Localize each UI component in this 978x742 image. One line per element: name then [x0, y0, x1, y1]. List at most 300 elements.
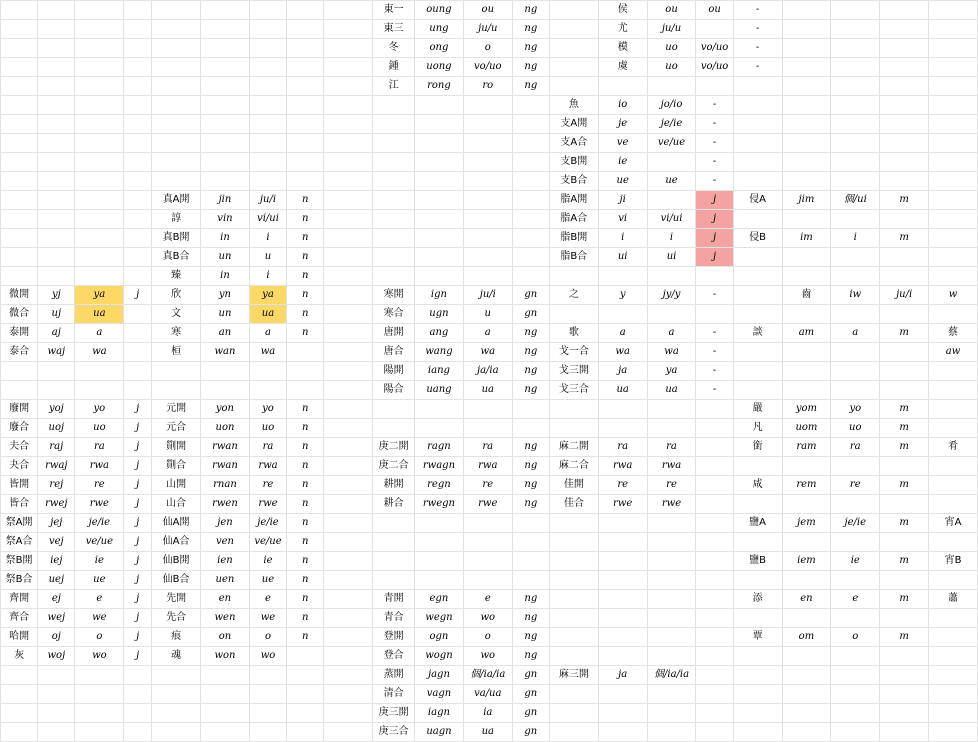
transcription-cell[interactable]: ie — [249, 552, 286, 571]
empty-cell[interactable] — [324, 1, 373, 20]
empty-cell[interactable] — [415, 115, 464, 134]
transcription-cell[interactable]: ju/u — [647, 20, 696, 39]
empty-cell[interactable] — [733, 533, 782, 552]
empty-cell[interactable] — [647, 628, 696, 647]
empty-cell[interactable] — [929, 267, 978, 286]
rime-name-cell[interactable]: 江 — [373, 77, 415, 96]
empty-cell[interactable] — [75, 77, 124, 96]
transcription-cell[interactable]: ng — [512, 1, 549, 20]
empty-cell[interactable] — [647, 590, 696, 609]
empty-cell[interactable] — [201, 20, 250, 39]
transcription-cell[interactable]: ung — [415, 20, 464, 39]
empty-cell[interactable] — [249, 381, 286, 400]
transcription-cell[interactable]: rwe — [75, 495, 124, 514]
empty-cell[interactable] — [1, 666, 38, 685]
transcription-cell[interactable]: oung — [415, 1, 464, 20]
transcription-cell[interactable]: uagn — [415, 723, 464, 742]
empty-cell[interactable] — [249, 362, 286, 381]
transcription-cell[interactable]: ua — [75, 305, 124, 324]
transcription-cell[interactable]: re — [249, 476, 286, 495]
rime-name-cell[interactable]: 蔡 — [929, 324, 978, 343]
empty-cell[interactable] — [324, 476, 373, 495]
empty-cell[interactable] — [75, 666, 124, 685]
coda-cell[interactable]: - — [696, 362, 733, 381]
transcription-cell[interactable]: wa — [647, 343, 696, 362]
empty-cell[interactable] — [75, 381, 124, 400]
empty-cell[interactable] — [75, 58, 124, 77]
empty-cell[interactable] — [598, 77, 647, 96]
empty-cell[interactable] — [549, 704, 598, 723]
empty-cell[interactable] — [373, 419, 415, 438]
empty-cell[interactable] — [880, 609, 929, 628]
transcription-cell[interactable]: m — [880, 191, 929, 210]
rime-name-cell[interactable]: 佳合 — [549, 495, 598, 514]
empty-cell[interactable] — [733, 115, 782, 134]
rime-name-cell[interactable]: 模 — [598, 39, 647, 58]
empty-cell[interactable] — [287, 704, 324, 723]
empty-cell[interactable] — [782, 267, 831, 286]
rime-name-cell[interactable]: 麻二合 — [549, 457, 598, 476]
transcription-cell[interactable]: va/ua — [463, 685, 512, 704]
empty-cell[interactable] — [831, 685, 880, 704]
empty-cell[interactable] — [38, 229, 75, 248]
empty-cell[interactable] — [733, 362, 782, 381]
empty-cell[interactable] — [324, 115, 373, 134]
empty-cell[interactable] — [201, 723, 250, 742]
empty-cell[interactable] — [831, 457, 880, 476]
empty-cell[interactable] — [287, 647, 324, 666]
empty-cell[interactable] — [831, 723, 880, 742]
empty-cell[interactable] — [324, 362, 373, 381]
empty-cell[interactable] — [38, 96, 75, 115]
empty-cell[interactable] — [1, 58, 38, 77]
empty-cell[interactable] — [696, 495, 733, 514]
empty-cell[interactable] — [373, 153, 415, 172]
transcription-cell[interactable]: n — [287, 210, 324, 229]
rime-name-cell[interactable]: 夬合 — [1, 457, 38, 476]
empty-cell[interactable] — [75, 39, 124, 58]
transcription-cell[interactable]: j — [124, 400, 152, 419]
transcription-cell[interactable]: aj — [38, 324, 75, 343]
empty-cell[interactable] — [201, 666, 250, 685]
transcription-cell[interactable]: j — [124, 476, 152, 495]
empty-cell[interactable] — [880, 58, 929, 77]
rime-name-cell[interactable]: 肴 — [929, 438, 978, 457]
empty-cell[interactable] — [373, 115, 415, 134]
rime-name-cell[interactable]: 魚 — [549, 96, 598, 115]
empty-cell[interactable] — [324, 514, 373, 533]
empty-cell[interactable] — [324, 96, 373, 115]
rime-name-cell[interactable]: 祭B開 — [1, 552, 38, 571]
rime-name-cell[interactable]: 佳開 — [549, 476, 598, 495]
empty-cell[interactable] — [782, 571, 831, 590]
empty-cell[interactable] — [512, 514, 549, 533]
empty-cell[interactable] — [373, 514, 415, 533]
empty-cell[interactable] — [38, 248, 75, 267]
empty-cell[interactable] — [782, 39, 831, 58]
empty-cell[interactable] — [415, 248, 464, 267]
transcription-cell[interactable]: yo — [75, 400, 124, 419]
rime-name-cell[interactable]: 侵A — [733, 191, 782, 210]
transcription-cell[interactable]: wa — [598, 343, 647, 362]
transcription-cell[interactable]: j — [124, 514, 152, 533]
empty-cell[interactable] — [324, 419, 373, 438]
rime-name-cell[interactable]: 東一 — [373, 1, 415, 20]
transcription-cell[interactable]: oj — [38, 628, 75, 647]
empty-cell[interactable] — [463, 533, 512, 552]
empty-cell[interactable] — [831, 134, 880, 153]
rime-name-cell[interactable]: 談 — [733, 324, 782, 343]
empty-cell[interactable] — [733, 96, 782, 115]
empty-cell[interactable] — [38, 704, 75, 723]
empty-cell[interactable] — [647, 267, 696, 286]
empty-cell[interactable] — [124, 20, 152, 39]
empty-cell[interactable] — [373, 229, 415, 248]
transcription-cell[interactable]: uo — [647, 58, 696, 77]
empty-cell[interactable] — [324, 267, 373, 286]
transcription-cell[interactable]: won — [201, 647, 250, 666]
empty-cell[interactable] — [929, 134, 978, 153]
empty-cell[interactable] — [929, 704, 978, 723]
transcription-cell[interactable]: ien — [201, 552, 250, 571]
transcription-cell[interactable]: rwe — [463, 495, 512, 514]
transcription-cell[interactable]: om — [782, 628, 831, 647]
transcription-cell[interactable]: uang — [415, 381, 464, 400]
transcription-cell[interactable]: a — [831, 324, 880, 343]
rime-name-cell[interactable]: 青合 — [373, 609, 415, 628]
empty-cell[interactable] — [324, 647, 373, 666]
empty-cell[interactable] — [696, 514, 733, 533]
transcription-cell[interactable]: j — [124, 590, 152, 609]
empty-cell[interactable] — [929, 77, 978, 96]
rime-name-cell[interactable]: 痕 — [152, 628, 201, 647]
empty-cell[interactable] — [929, 685, 978, 704]
empty-cell[interactable] — [512, 96, 549, 115]
transcription-cell[interactable]: ja — [598, 666, 647, 685]
empty-cell[interactable] — [782, 666, 831, 685]
empty-cell[interactable] — [696, 305, 733, 324]
transcription-cell[interactable]: jim — [782, 191, 831, 210]
transcription-cell[interactable]: rwej — [38, 495, 75, 514]
transcription-cell[interactable]: rwen — [201, 495, 250, 514]
empty-cell[interactable] — [75, 1, 124, 20]
empty-cell[interactable] — [929, 191, 978, 210]
transcription-cell[interactable]: ve/ue — [249, 533, 286, 552]
transcription-cell[interactable]: rwa — [463, 457, 512, 476]
empty-cell[interactable] — [733, 172, 782, 191]
empty-cell[interactable] — [598, 647, 647, 666]
empty-cell[interactable] — [733, 153, 782, 172]
transcription-cell[interactable]: je/ie — [831, 514, 880, 533]
empty-cell[interactable] — [880, 343, 929, 362]
empty-cell[interactable] — [287, 172, 324, 191]
empty-cell[interactable] — [75, 191, 124, 210]
rime-name-cell[interactable]: 仙B開 — [152, 552, 201, 571]
empty-cell[interactable] — [201, 1, 250, 20]
transcription-cell[interactable]: ju/i — [880, 286, 929, 305]
rime-name-cell[interactable]: 覃 — [733, 628, 782, 647]
empty-cell[interactable] — [733, 210, 782, 229]
transcription-cell[interactable]: ia — [463, 704, 512, 723]
empty-cell[interactable] — [696, 476, 733, 495]
rime-name-cell[interactable]: 文 — [152, 305, 201, 324]
empty-cell[interactable] — [598, 590, 647, 609]
transcription-cell[interactable]: rem — [782, 476, 831, 495]
empty-cell[interactable] — [880, 210, 929, 229]
empty-cell[interactable] — [929, 571, 978, 590]
rime-name-cell[interactable]: 寒開 — [373, 286, 415, 305]
rime-name-cell[interactable]: 唐合 — [373, 343, 415, 362]
rime-name-cell[interactable]: 支B開 — [549, 153, 598, 172]
empty-cell[interactable] — [733, 666, 782, 685]
transcription-cell[interactable]: we — [249, 609, 286, 628]
empty-cell[interactable] — [880, 153, 929, 172]
empty-cell[interactable] — [415, 552, 464, 571]
transcription-cell[interactable]: m — [880, 628, 929, 647]
coda-cell[interactable]: - — [696, 343, 733, 362]
empty-cell[interactable] — [38, 153, 75, 172]
empty-cell[interactable] — [782, 115, 831, 134]
transcription-cell[interactable]: j — [124, 628, 152, 647]
empty-cell[interactable] — [152, 20, 201, 39]
transcription-cell[interactable]: j — [124, 495, 152, 514]
empty-cell[interactable] — [782, 362, 831, 381]
transcription-cell[interactable]: wo — [463, 609, 512, 628]
empty-cell[interactable] — [782, 172, 831, 191]
transcription-cell[interactable]: vin — [201, 210, 250, 229]
empty-cell[interactable] — [929, 533, 978, 552]
empty-cell[interactable] — [647, 514, 696, 533]
rime-name-cell[interactable]: 先開 — [152, 590, 201, 609]
empty-cell[interactable] — [152, 58, 201, 77]
empty-cell[interactable] — [880, 495, 929, 514]
transcription-cell[interactable]: n — [287, 628, 324, 647]
transcription-cell[interactable]: vi — [598, 210, 647, 229]
transcription-cell[interactable]: n — [287, 267, 324, 286]
empty-cell[interactable] — [831, 666, 880, 685]
empty-cell[interactable] — [324, 77, 373, 96]
transcription-cell[interactable]: n — [287, 400, 324, 419]
empty-cell[interactable] — [1, 362, 38, 381]
empty-cell[interactable] — [415, 172, 464, 191]
empty-cell[interactable] — [463, 96, 512, 115]
rime-name-cell[interactable]: 皆合 — [1, 495, 38, 514]
empty-cell[interactable] — [287, 1, 324, 20]
empty-cell[interactable] — [782, 343, 831, 362]
transcription-cell[interactable]: egn — [415, 590, 464, 609]
empty-cell[interactable] — [733, 723, 782, 742]
empty-cell[interactable] — [201, 134, 250, 153]
empty-cell[interactable] — [696, 628, 733, 647]
empty-cell[interactable] — [782, 723, 831, 742]
transcription-cell[interactable]: uong — [415, 58, 464, 77]
transcription-cell[interactable]: y — [598, 286, 647, 305]
empty-cell[interactable] — [324, 343, 373, 362]
empty-cell[interactable] — [324, 590, 373, 609]
empty-cell[interactable] — [287, 153, 324, 172]
empty-cell[interactable] — [549, 685, 598, 704]
rime-name-cell[interactable]: 泰開 — [1, 324, 38, 343]
empty-cell[interactable] — [549, 267, 598, 286]
empty-cell[interactable] — [929, 96, 978, 115]
rime-name-cell[interactable]: 之 — [549, 286, 598, 305]
transcription-cell[interactable]: uo — [647, 39, 696, 58]
coda-cell[interactable]: - — [696, 115, 733, 134]
transcription-cell[interactable]: ua — [249, 305, 286, 324]
empty-cell[interactable] — [647, 191, 696, 210]
empty-cell[interactable] — [929, 58, 978, 77]
empty-cell[interactable] — [782, 96, 831, 115]
rime-name-cell[interactable]: 廢開 — [1, 400, 38, 419]
empty-cell[interactable] — [287, 115, 324, 134]
empty-cell[interactable] — [287, 343, 324, 362]
empty-cell[interactable] — [415, 191, 464, 210]
empty-cell[interactable] — [831, 58, 880, 77]
transcription-cell[interactable]: ram — [782, 438, 831, 457]
empty-cell[interactable] — [1, 381, 38, 400]
transcription-cell[interactable]: wo — [75, 647, 124, 666]
empty-cell[interactable] — [75, 267, 124, 286]
empty-cell[interactable] — [324, 58, 373, 77]
rime-name-cell[interactable]: 青開 — [373, 590, 415, 609]
transcription-cell[interactable]: e — [249, 590, 286, 609]
empty-cell[interactable] — [1, 210, 38, 229]
empty-cell[interactable] — [880, 533, 929, 552]
empty-cell[interactable] — [38, 1, 75, 20]
empty-cell[interactable] — [38, 191, 75, 210]
empty-cell[interactable] — [287, 723, 324, 742]
empty-cell[interactable] — [201, 77, 250, 96]
rime-name-cell[interactable]: 鍾 — [373, 58, 415, 77]
empty-cell[interactable] — [929, 248, 978, 267]
empty-cell[interactable] — [512, 533, 549, 552]
transcription-cell[interactable]: e — [831, 590, 880, 609]
transcription-cell[interactable]: ro — [463, 77, 512, 96]
empty-cell[interactable] — [249, 39, 286, 58]
rime-name-cell[interactable]: 登開 — [373, 628, 415, 647]
empty-cell[interactable] — [549, 533, 598, 552]
rime-name-cell[interactable]: 戈三開 — [549, 362, 598, 381]
transcription-cell[interactable]: n — [287, 305, 324, 324]
transcription-cell[interactable]: gn — [512, 685, 549, 704]
empty-cell[interactable] — [782, 533, 831, 552]
empty-cell[interactable] — [733, 647, 782, 666]
transcription-cell[interactable]: waj — [38, 343, 75, 362]
empty-cell[interactable] — [831, 362, 880, 381]
empty-cell[interactable] — [249, 685, 286, 704]
empty-cell[interactable] — [373, 191, 415, 210]
transcription-cell[interactable]: o — [831, 628, 880, 647]
transcription-cell[interactable]: ua — [463, 723, 512, 742]
transcription-cell[interactable]: j — [696, 248, 733, 267]
transcription-cell[interactable]: uo — [75, 419, 124, 438]
empty-cell[interactable] — [324, 172, 373, 191]
transcription-cell[interactable]: on — [201, 628, 250, 647]
rime-name-cell[interactable]: 侵B — [733, 229, 782, 248]
transcription-cell[interactable]: ra — [249, 438, 286, 457]
empty-cell[interactable] — [549, 305, 598, 324]
rime-name-cell[interactable]: 山開 — [152, 476, 201, 495]
empty-cell[interactable] — [880, 96, 929, 115]
empty-cell[interactable] — [38, 723, 75, 742]
empty-cell[interactable] — [733, 457, 782, 476]
empty-cell[interactable] — [1, 191, 38, 210]
empty-cell[interactable] — [249, 77, 286, 96]
empty-cell[interactable] — [647, 685, 696, 704]
empty-cell[interactable] — [929, 115, 978, 134]
transcription-cell[interactable]: ra — [647, 438, 696, 457]
empty-cell[interactable] — [124, 96, 152, 115]
transcription-cell[interactable]: io — [598, 96, 647, 115]
rime-name-cell[interactable]: 麻三開 — [549, 666, 598, 685]
transcription-cell[interactable]: i — [249, 229, 286, 248]
empty-cell[interactable] — [1, 267, 38, 286]
coda-cell[interactable]: - — [696, 286, 733, 305]
empty-cell[interactable] — [152, 381, 201, 400]
transcription-cell[interactable]: 個/ia/ia — [463, 666, 512, 685]
empty-cell[interactable] — [463, 153, 512, 172]
empty-cell[interactable] — [124, 343, 152, 362]
empty-cell[interactable] — [549, 590, 598, 609]
transcription-cell[interactable]: vej — [38, 533, 75, 552]
empty-cell[interactable] — [647, 704, 696, 723]
empty-cell[interactable] — [782, 647, 831, 666]
transcription-cell[interactable]: ra — [463, 438, 512, 457]
transcription-cell[interactable]: jen — [201, 514, 250, 533]
empty-cell[interactable] — [831, 704, 880, 723]
rime-name-cell[interactable]: 戈一合 — [549, 343, 598, 362]
empty-cell[interactable] — [512, 191, 549, 210]
transcription-cell[interactable]: m — [880, 400, 929, 419]
transcription-cell[interactable]: ng — [512, 20, 549, 39]
transcription-cell[interactable]: ji — [598, 191, 647, 210]
transcription-cell[interactable]: 個/ui — [831, 191, 880, 210]
empty-cell[interactable] — [287, 685, 324, 704]
empty-cell[interactable] — [1, 1, 38, 20]
rime-name-cell[interactable]: 泰合 — [1, 343, 38, 362]
transcription-cell[interactable]: i — [249, 267, 286, 286]
empty-cell[interactable] — [1, 20, 38, 39]
empty-cell[interactable] — [463, 229, 512, 248]
empty-cell[interactable] — [696, 704, 733, 723]
rime-name-cell[interactable]: 尤 — [598, 20, 647, 39]
rime-name-cell[interactable]: 劕開 — [152, 438, 201, 457]
empty-cell[interactable] — [324, 533, 373, 552]
empty-cell[interactable] — [512, 419, 549, 438]
empty-cell[interactable] — [249, 153, 286, 172]
empty-cell[interactable] — [880, 305, 929, 324]
empty-cell[interactable] — [831, 343, 880, 362]
empty-cell[interactable] — [38, 362, 75, 381]
empty-cell[interactable] — [152, 39, 201, 58]
empty-cell[interactable] — [733, 286, 782, 305]
transcription-cell[interactable]: in — [201, 267, 250, 286]
empty-cell[interactable] — [512, 552, 549, 571]
transcription-cell[interactable]: ve/ue — [647, 134, 696, 153]
rime-name-cell[interactable]: 祭A開 — [1, 514, 38, 533]
empty-cell[interactable] — [324, 400, 373, 419]
empty-cell[interactable] — [647, 153, 696, 172]
transcription-cell[interactable]: iang — [415, 362, 464, 381]
empty-cell[interactable] — [929, 172, 978, 191]
transcription-cell[interactable]: wej — [38, 609, 75, 628]
transcription-cell[interactable]: ng — [512, 343, 549, 362]
transcription-cell[interactable]: ragn — [415, 438, 464, 457]
transcription-cell[interactable]: jagn — [415, 666, 464, 685]
empty-cell[interactable] — [415, 153, 464, 172]
empty-cell[interactable] — [880, 571, 929, 590]
transcription-cell[interactable]: n — [287, 419, 324, 438]
